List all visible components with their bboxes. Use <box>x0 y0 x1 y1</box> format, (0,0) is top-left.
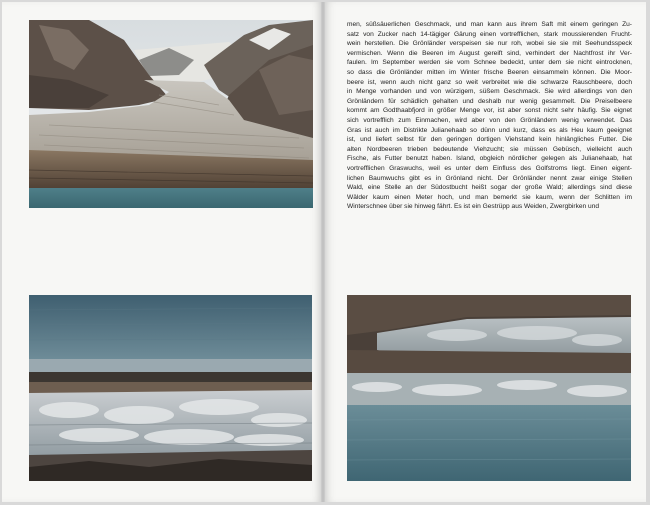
text-line: in Menge vorhanden und von würzigem, süßem Geschmack. Sie wird allerdings von den <box>347 88 632 96</box>
text-line: alten Nordbeeren trieben bedeutende Viehzucht; sie müssen Gebüsch, vielleicht auch <box>347 145 632 153</box>
text-line: Wald, eine Stelle an der Südostbucht heißt sogar der große Wald; allerdings sind diese <box>347 184 632 192</box>
text-line: faulen. Im September werden sie vom Schnee bedeckt, unter dem sie nicht eintrocknen, <box>347 59 632 67</box>
text-line: satz von Zucker nach 14-tägiger Gärung einen vortrefflichen, stark moussierenden Frucht- <box>347 30 632 38</box>
text-line: Winterschnee über sie hinweg fährt. Es ist ein Gestrüpp aus Weiden, Zwergbirken und <box>347 203 600 211</box>
glacier-fjord-photo <box>29 20 313 208</box>
text-line: Gras ist auch im Distrikte Julianehaab so dünn und kurz, dass es als Heu kaum geeignet <box>347 126 632 134</box>
text-line: so dass die Grönländer mitten im Winter frische Beeren einsammeln können. Die Moor- <box>347 68 632 76</box>
text-line: vortrefflichen Graswuchs, weil es unter dem Einfluss des Golfstroms liegt. Einen eigent- <box>347 164 632 172</box>
glacier-sea-image <box>29 295 312 481</box>
glacier-sea-photo <box>29 295 312 481</box>
ice-water-photo <box>347 295 631 481</box>
text-line: ist, und liefert selbst für den geringen dortigen Viehstand kein hinlängliches Futter. Die <box>347 136 632 144</box>
text-line: men, süßsäuerlichen Geschmack, und man kann aus ihrem Saft mit einem geringen Zu- <box>347 21 632 28</box>
text-line: kommt am Godthaabfjord in größer Menge vor, ist aber sonst nicht sehr häufig. Sie eignet <box>347 107 632 115</box>
text-line: Grönländern für schädlich gehalten und deshalb nur wenig gesammelt. Die Preiselbeere <box>347 97 632 105</box>
ice-water-image <box>347 295 631 481</box>
text-line: lichen Baumwuchs gibt es in Grönland nicht. Der Grönländer nennt zwar einige Stellen <box>347 174 632 182</box>
text-line: beere ist, wenn auch nicht ganz so weit verbreitet wie die schwarze Rauschbeere, doch <box>347 78 632 86</box>
glacier-fjord-image <box>29 20 313 208</box>
text-line: Fische, als Futter benutzt haben. Island, obgleich nördlicher gelegen als Julianehaab, hat <box>347 155 632 163</box>
book-gutter <box>321 2 325 502</box>
text-line: wein herstellen. Die Grönländer verspeisen sie nur roh, wobei sie sie mit Seehundsspeck <box>347 40 632 48</box>
text-line: vermischen. Wenn die Beeren im August gereift sind, verhindert der Nachtfrost ihr Ver- <box>347 49 632 57</box>
body-text <box>347 20 632 212</box>
text-line: sich vortrefflich zum Einmachen, wird aber von den Grönländern wenig verwendet. Das <box>347 116 632 124</box>
text-line: Wälder kaum einen Meter hoch, und man bemerkt sie kaum, wenn der Schlitten im <box>347 193 632 201</box>
